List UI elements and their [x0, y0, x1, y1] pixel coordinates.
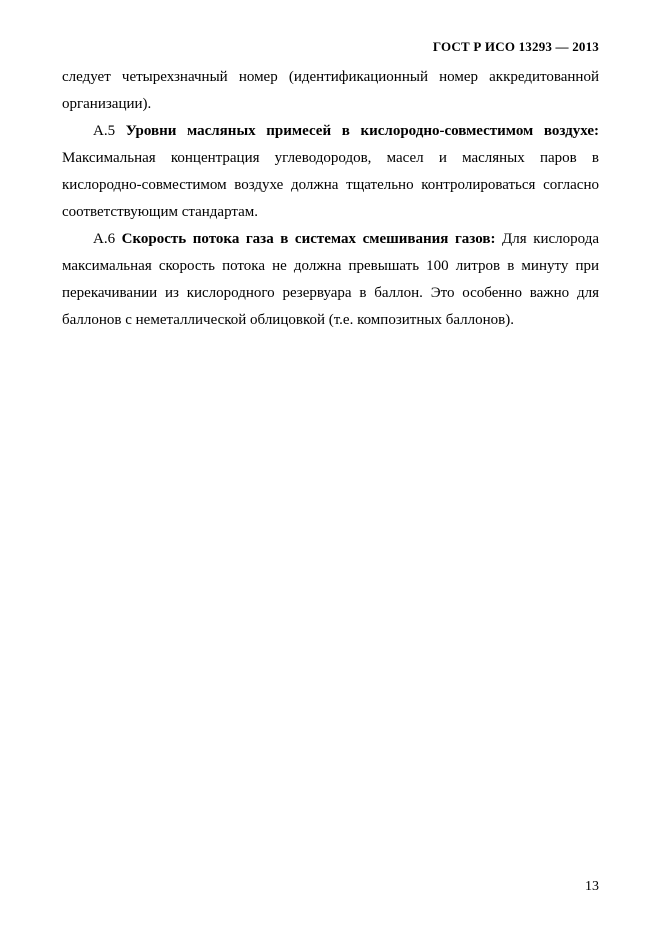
paragraph-continuation: [62, 64, 599, 118]
page-number: 13: [585, 879, 599, 894]
section-number: А.5: [93, 123, 116, 139]
paragraph-text: следует четырехзначный номер (идентификационный номер аккредитованной организации).: [62, 69, 599, 112]
section-heading: Скорость потока газа в системах смешивания газов:: [121, 231, 496, 247]
section-a5-paragraph: [62, 118, 599, 226]
paragraph-text: Максимальная концентрация углеводородов, масел и масляных паров в кислородно-совместимом воздухе должна тщательно контролироваться согласно соответствующим стандартам.: [62, 150, 599, 220]
page-body: [62, 64, 599, 334]
section-number: А.6: [93, 231, 116, 247]
document-code-header: ГОСТ Р ИСО 13293 — 2013: [432, 39, 599, 54]
section-a6-paragraph: [62, 226, 599, 334]
section-heading: Уровни масляных примесей в кислородно-совместимом воздухе:: [125, 123, 600, 139]
paragraph-text: Для кислорода максимальная скорость потока не должна превышать 100 литров в минуту при перекачивании из кислородного резервуара в баллон. Это особенно важно для баллонов с неметаллической облицовкой (т.е. композитных баллонов).: [62, 231, 600, 328]
